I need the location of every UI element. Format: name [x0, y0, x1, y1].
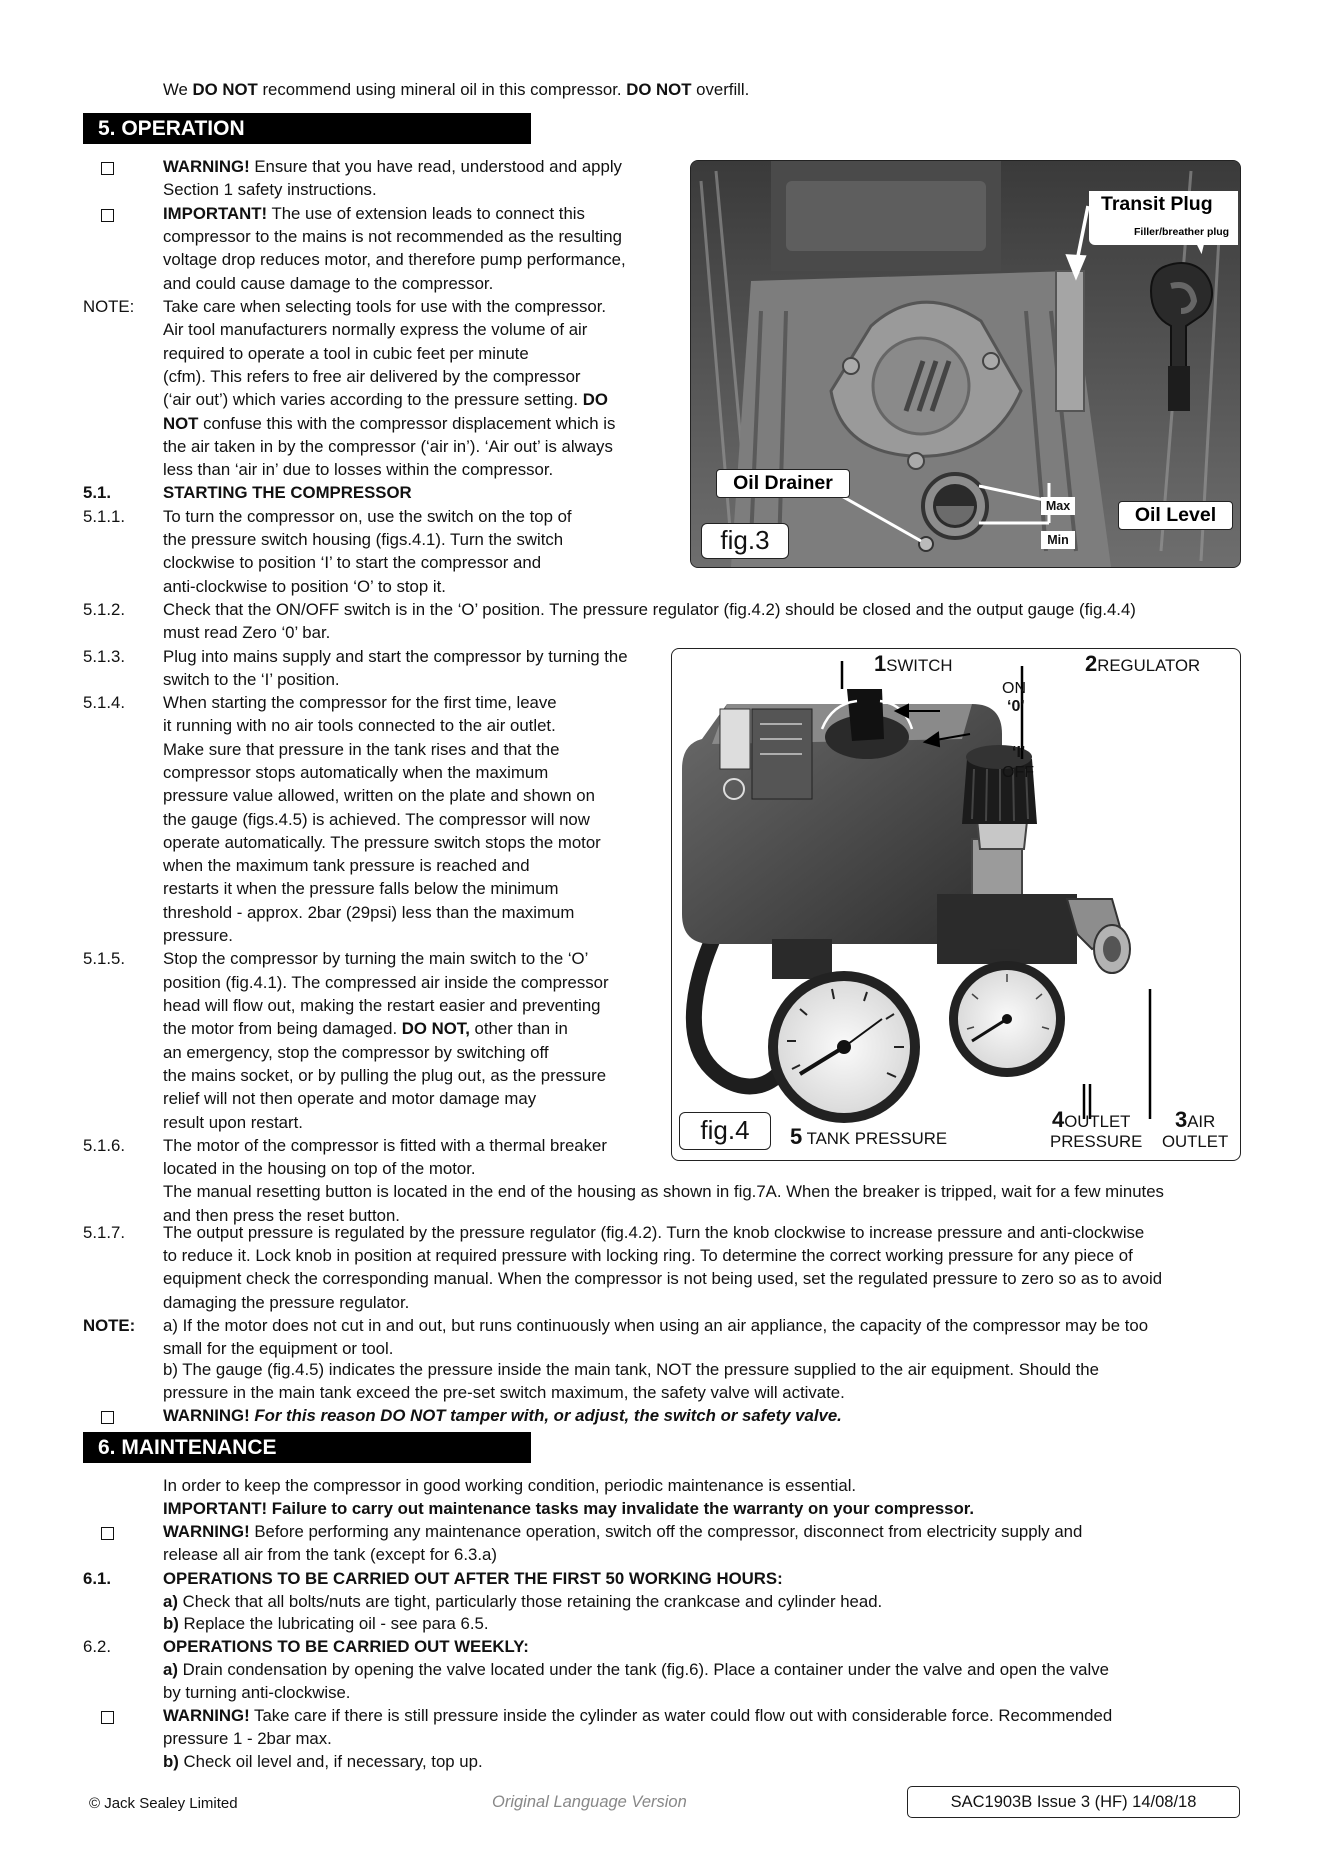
section-number: 5.1.5. [83, 949, 125, 968]
fig4-label-on-o: ‘0’ [1007, 698, 1025, 715]
section-number: 5.1. [83, 483, 111, 502]
text-line: the motor from being damaged. DO NOT, other than in [163, 1019, 568, 1038]
section-number: 6.2. [83, 1637, 111, 1656]
text-line: b) The gauge (fig.4.5) indicates the pressure inside the main tank, NOT the pressure supplied to the air equipment. Should the [163, 1360, 1099, 1379]
text-line: small for the equipment or tool. [163, 1339, 394, 1358]
text-line: position (fig.4.1). The compressed air inside the compressor [163, 973, 609, 992]
checkbox-bullet [101, 162, 114, 175]
text-line: damaging the pressure regulator. [163, 1293, 410, 1312]
subsection-title: OPERATIONS TO BE CARRIED OUT AFTER THE FIRST 50 WORKING HOURS: [163, 1569, 783, 1588]
section-number: 5.1.7. [83, 1223, 125, 1242]
text-line: (cfm). This refers to free air delivered by the compressor [163, 367, 581, 386]
warning-cylinder-pressure: WARNING! Take care if there is still pressure inside the cylinder as water could flow out with considerable force. Recommended [163, 1706, 1113, 1725]
checkbox-bullet [101, 1411, 114, 1424]
text-line: clockwise to position ‘I’ to start the compressor and [163, 553, 542, 572]
text-line: pressure 1 - 2bar max. [163, 1729, 332, 1748]
text-line: (‘air out’) which varies according to the pressure setting. DO [163, 390, 608, 409]
text-line: the gauge (figs.4.5) is achieved. The compressor will now [163, 810, 590, 829]
text-line: less than ‘air in’ due to losses within the compressor. [163, 460, 554, 479]
text-line: a) Check that all bolts/nuts are tight, particularly those retaining the crankcase and cylinder head. [163, 1592, 883, 1611]
text-line: result upon restart. [163, 1113, 303, 1132]
fig4-label-regulator: 2REGULATOR [1085, 651, 1201, 676]
fig4-illustration [672, 649, 1240, 1160]
text-line: a) If the motor does not cut in and out, but runs continuously when using an air appliance, the capacity of the compressor may be too [163, 1316, 1149, 1335]
text-line: Air tool manufacturers normally express the volume of air [163, 320, 588, 339]
text-line: restarts it when the pressure falls below the minimum [163, 879, 559, 898]
fig4-label-on: ON [1002, 680, 1026, 697]
text-line: operate automatically. The pressure switch stops the motor [163, 833, 601, 852]
text-line: NOT confuse this with the compressor displacement which is [163, 414, 616, 433]
fig3-label-filler: Filler/breather plug [1134, 226, 1230, 238]
text-line: the air taken in by the compressor (‘air in’). ‘Air out’ is always [163, 437, 613, 456]
text-line: The manual resetting button is located in the end of the housing as shown in fig.7A. When the breaker is tripped, wait for a few minutes [163, 1182, 1164, 1201]
text-line: To turn the compressor on, use the switch on the top of [163, 507, 572, 526]
text-line: equipment check the corresponding manual. When the compressor is not being used, set the regulated pressure to zero so as to avoid [163, 1269, 1163, 1288]
text-line: it running with no air tools connected to the air outlet. [163, 716, 556, 735]
warning-maintenance: WARNING! Before performing any maintenance operation, switch off the compressor, disconnect from electricity supply and [163, 1522, 1083, 1541]
fig4-label-off-i: ‘I’ [1012, 744, 1026, 761]
checkbox-bullet [101, 1711, 114, 1724]
fig4-label-off: OFF [1002, 764, 1034, 781]
fig4-label-air-outlet: 3AIR OUTLET [1162, 1107, 1229, 1152]
text-line: The motor of the compressor is fitted with a thermal breaker [163, 1136, 607, 1155]
warning-safety: WARNING! Ensure that you have read, understood and apply [163, 157, 622, 176]
footer-copyright: © Jack Sealey Limited [89, 1795, 238, 1812]
text-line: pressure. [163, 926, 233, 945]
fig3-label-min: Min [1041, 531, 1075, 549]
fig3-tag: fig.3 [701, 523, 789, 559]
fig3-label-transit-plug: Transit Plug [1101, 193, 1213, 215]
warning-safety-line2: Section 1 safety instructions. [163, 180, 377, 199]
text-line: by turning anti-clockwise. [163, 1683, 351, 1702]
text-line: Take care when selecting tools for use with the compressor. [163, 297, 607, 316]
checkbox-bullet [101, 1527, 114, 1540]
text-line: In order to keep the compressor in good working condition, periodic maintenance is essential. [163, 1476, 857, 1495]
important-warranty: IMPORTANT! Failure to carry out maintenance tasks may invalidate the warranty on your compressor. [163, 1499, 975, 1518]
intro-line: We DO NOT recommend using mineral oil in this compressor. DO NOT overfill. [163, 80, 750, 99]
note-label: NOTE: [83, 297, 135, 316]
text-line: compressor stops automatically when the maximum [163, 763, 549, 782]
section-6-heading: 6. MAINTENANCE [83, 1432, 531, 1463]
text-line: a) Drain condensation by opening the valve located under the tank (fig.6). Place a container under the valve and open the valve [163, 1660, 1109, 1679]
section-number: 6.1. [83, 1569, 111, 1588]
text-line: voltage drop reduces motor, and therefore pump performance, [163, 250, 626, 269]
fig4-label-outlet-pressure: 4OUTLET PRESSURE [1050, 1107, 1143, 1152]
text-line: b) Check oil level and, if necessary, top up. [163, 1752, 483, 1771]
warning-tamper: WARNING! For this reason DO NOT tamper with, or adjust, the switch or safety valve. [163, 1406, 842, 1425]
text-line: required to operate a tool in cubic feet per minute [163, 344, 529, 363]
section-number: 5.1.1. [83, 507, 125, 526]
text-line: When starting the compressor for the first time, leave [163, 693, 557, 712]
text-line: anti-clockwise to position ‘O’ to stop it. [163, 577, 446, 596]
text-line: when the maximum tank pressure is reached and [163, 856, 530, 875]
fig4-label-tank-pressure: 5 TANK PRESSURE [790, 1124, 948, 1149]
subsection-title: STARTING THE COMPRESSOR [163, 483, 412, 502]
text-line: The output pressure is regulated by the pressure regulator (fig.4.2). Turn the knob clockwise to increase pressure and anti-clockwise [163, 1223, 1145, 1242]
text-line: Plug into mains supply and start the compressor by turning the [163, 647, 628, 666]
text-line: pressure in the main tank exceed the pre-set switch maximum, the safety valve will activate. [163, 1383, 845, 1402]
section-number: 5.1.4. [83, 693, 125, 712]
fig3-label-max: Max [1041, 497, 1075, 515]
text-line: and could cause damage to the compressor. [163, 274, 494, 293]
fig3-photo [690, 160, 1241, 568]
text-line: to reduce it. Lock knob in position at required pressure with locking ring. To determine the correct working pressure for any piece of [163, 1246, 1133, 1265]
section-number: 5.1.2. [83, 600, 125, 619]
footer-doc-id: SAC1903B Issue 3 (HF) 14/08/18 [907, 1786, 1240, 1818]
text-line: and then press the reset button. [163, 1206, 400, 1225]
section-number: 5.1.6. [83, 1136, 125, 1155]
fig3-label-oil-drainer: Oil Drainer [716, 469, 850, 498]
fig4-tag: fig.4 [679, 1112, 771, 1150]
note-label: NOTE: [83, 1316, 136, 1335]
text-line: the mains socket, or by pulling the plug out, as the pressure [163, 1066, 607, 1085]
important-extension-leads: IMPORTANT! The use of extension leads to connect this [163, 204, 585, 223]
fig3-label-oil-level: Oil Level [1118, 501, 1233, 530]
text-line: switch to the ‘I’ position. [163, 670, 340, 689]
footer-language: Original Language Version [492, 1793, 687, 1811]
text-line: an emergency, stop the compressor by switching off [163, 1043, 549, 1062]
text-line: threshold - approx. 2bar (29psi) less than the maximum [163, 903, 575, 922]
text-line: located in the housing on top of the motor. [163, 1159, 476, 1178]
subsection-title: OPERATIONS TO BE CARRIED OUT WEEKLY: [163, 1637, 529, 1656]
text-line: must read Zero ‘0’ bar. [163, 623, 331, 642]
text-line: b) Replace the lubricating oil - see para 6.5. [163, 1614, 489, 1633]
text-line: head will flow out, making the restart easier and preventing [163, 996, 601, 1015]
fig3-label-plug-box [1089, 191, 1238, 245]
text-line: Stop the compressor by turning the main switch to the ‘O’ [163, 949, 589, 968]
fig4-label-switch: 1SWITCH [874, 651, 953, 676]
text-line: pressure value allowed, written on the plate and shown on [163, 786, 595, 805]
section-5-heading: 5. OPERATION [83, 113, 531, 144]
checkbox-bullet [101, 209, 114, 222]
fig4-photo [671, 648, 1241, 1161]
section-number: 5.1.3. [83, 647, 125, 666]
text-line: compressor to the mains is not recommended as the resulting [163, 227, 622, 246]
text-line: Make sure that pressure in the tank rises and that the [163, 740, 560, 759]
text-line: Check that the ON/OFF switch is in the ‘O’ position. The pressure regulator (fig.4.2) should be closed and the output gauge (fig.4.4) [163, 600, 1136, 619]
text-line: relief will not then operate and motor damage may [163, 1089, 537, 1108]
text-line: release all air from the tank (except for 6.3.a) [163, 1545, 497, 1564]
text-line: the pressure switch housing (figs.4.1). Turn the switch [163, 530, 564, 549]
